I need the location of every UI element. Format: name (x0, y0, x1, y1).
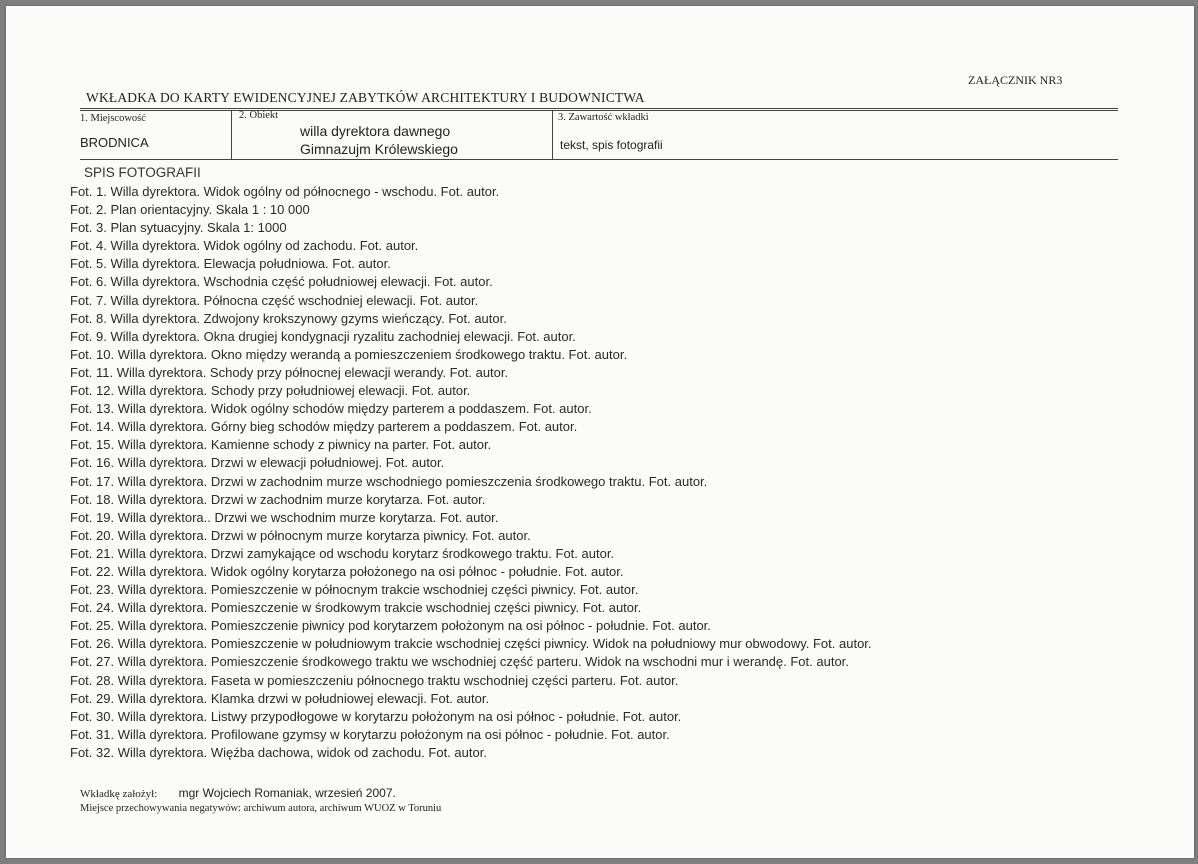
author-label: Wkładkę założył: (80, 788, 158, 800)
list-item: Fot. 30. Willa dyrektora. Listwy przypodłogowe w korytarzu położonym na osi północ - południe. Fot. autor. (70, 708, 682, 724)
contents-value: tekst, spis fotografii (560, 138, 663, 152)
list-item: Fot. 17. Willa dyrektora. Drzwi w zachodnim murze wschodniego pomieszczenia środkowego traktu. Fot. autor. (70, 473, 708, 489)
object-label: 2. Obiekt (239, 110, 279, 121)
location-label: 1. Miejscowość (80, 113, 146, 124)
field-divider-2 (552, 110, 553, 160)
photo-list (70, 183, 872, 762)
annex-label: ZAŁĄCZNIK NR3 (968, 73, 1063, 87)
list-item: Fot. 2. Plan orientacyjny. Skala 1 : 10 000 (70, 202, 310, 218)
list-item: Fot. 7. Willa dyrektora. Północna część wschodniej elewacji. Fot. autor. (70, 292, 479, 308)
list-item: Fot. 14. Willa dyrektora. Górny bieg schodów między parterem a poddaszem. Fot. autor. (70, 419, 578, 435)
form-top-rule (80, 108, 1118, 109)
list-item: Fot. 28. Willa dyrektora. Faseta w pomieszczeniu północnego traktu wschodniej części parteru. Fot. autor. (70, 672, 679, 688)
author-value: mgr Wojciech Romaniak, wrzesień 2007. (178, 786, 396, 800)
negatives-note: Miejsce przechowywania negatywów: archiwum autora, archiwum WUOZ w Toruniu (80, 803, 442, 814)
list-item: Fot. 8. Willa dyrektora. Zdwojony krokszynowy gzyms wieńczący. Fot. autor. (70, 310, 507, 326)
list-item: Fot. 18. Willa dyrektora. Drzwi w zachodnim murze korytarza. Fot. autor. (70, 491, 486, 507)
field-divider-1 (231, 110, 232, 160)
author-line (80, 786, 396, 800)
list-item: Fot. 11. Willa dyrektora. Schody przy północnej elewacji werandy. Fot. autor. (70, 364, 509, 380)
list-item: Fot. 13. Willa dyrektora. Widok ogólny schodów między parterem a poddaszem. Fot. autor. (70, 401, 592, 417)
object-value-line2: Gimnazujm Królewskiego (300, 141, 458, 157)
list-item: Fot. 31. Willa dyrektora. Profilowane gzymsy w korytarzu położonym na osi północ - południe. Fot. autor. (70, 726, 670, 742)
list-item: Fot. 9. Willa dyrektora. Okna drugiej kondygnacji ryzalitu zachodniej elewacji. Fot. autor. (70, 328, 576, 344)
list-item: Fot. 27. Willa dyrektora. Pomieszczenie środkowego traktu we wschodniej część parteru. Widok na wschodni mur i werandę. Fot. autor. (70, 654, 849, 670)
list-item: Fot. 6. Willa dyrektora. Wschodnia część południowej elewacji. Fot. autor. (70, 274, 493, 290)
contents-label: 3. Zawartość wkładki (558, 112, 649, 123)
list-item: Fot. 26. Willa dyrektora. Pomieszczenie w południowym trakcie wschodniej części piwnicy. Widok na południowy mur obwodowy. Fot. autor. (70, 636, 872, 652)
list-item: Fot. 1. Willa dyrektora. Widok ogólny od północnego - wschodu. Fot. autor. (70, 184, 500, 199)
form-bottom-rule (80, 159, 1118, 160)
list-item: Fot. 29. Willa dyrektora. Klamka drzwi w południowej elewacji. Fot. autor. (70, 690, 490, 706)
document-page (6, 6, 1194, 858)
list-item: Fot. 4. Willa dyrektora. Widok ogólny od zachodu. Fot. autor. (70, 238, 419, 254)
list-item: Fot. 32. Willa dyrektora. Więźba dachowa, widok od zachodu. Fot. autor. (70, 744, 487, 760)
photo-list-title: SPIS FOTOGRAFII (84, 165, 201, 180)
list-item: Fot. 23. Willa dyrektora. Pomieszczenie w północnym trakcie wschodniej części piwnicy. Fot. autor. (70, 582, 639, 598)
list-item: Fot. 24. Willa dyrektora. Pomieszczenie w środkowym trakcie wschodniej części piwnicy. Fot. autor. (70, 600, 642, 616)
list-item: Fot. 25. Willa dyrektora. Pomieszczenie piwnicy pod korytarzem położonym na osi północ - południe. Fot. autor. (70, 618, 711, 634)
document-title: WKŁADKA DO KARTY EWIDENCYJNEJ ZABYTKÓW ARCHITEKTURY I BUDOWNICTWA (86, 90, 645, 105)
list-item: Fot. 15. Willa dyrektora. Kamienne schody z piwnicy na parter. Fot. autor. (70, 437, 492, 453)
list-item: Fot. 21. Willa dyrektora. Drzwi zamykające od wschodu korytarz środkowego traktu. Fot. autor. (70, 545, 615, 561)
list-item: Fot. 12. Willa dyrektora. Schody przy południowej elewacji. Fot. autor. (70, 383, 471, 399)
list-item: Fot. 3. Plan sytuacyjny. Skala 1: 1000 (70, 220, 287, 236)
list-item: Fot. 5. Willa dyrektora. Elewacja południowa. Fot. autor. (70, 256, 391, 272)
object-value-line1: willa dyrektora dawnego (300, 123, 451, 139)
list-item: Fot. 20. Willa dyrektora. Drzwi w północnym murze korytarza piwnicy. Fot. autor. (70, 527, 531, 543)
list-item: Fot. 22. Willa dyrektora. Widok ogólny korytarza położonego na osi północ - południe. Fot. autor. (70, 563, 624, 579)
list-item: Fot. 16. Willa dyrektora. Drzwi w elewacji południowej. Fot. autor. (70, 455, 445, 471)
form-top-rule-double (80, 110, 1118, 111)
list-item: Fot. 19. Willa dyrektora.. Drzwi we wschodnim murze korytarza. Fot. autor. (70, 509, 499, 525)
list-item: Fot. 10. Willa dyrektora. Okno między werandą a pomieszczeniem środkowego traktu. Fot. autor. (70, 346, 628, 362)
location-value: BRODNICA (80, 135, 149, 150)
